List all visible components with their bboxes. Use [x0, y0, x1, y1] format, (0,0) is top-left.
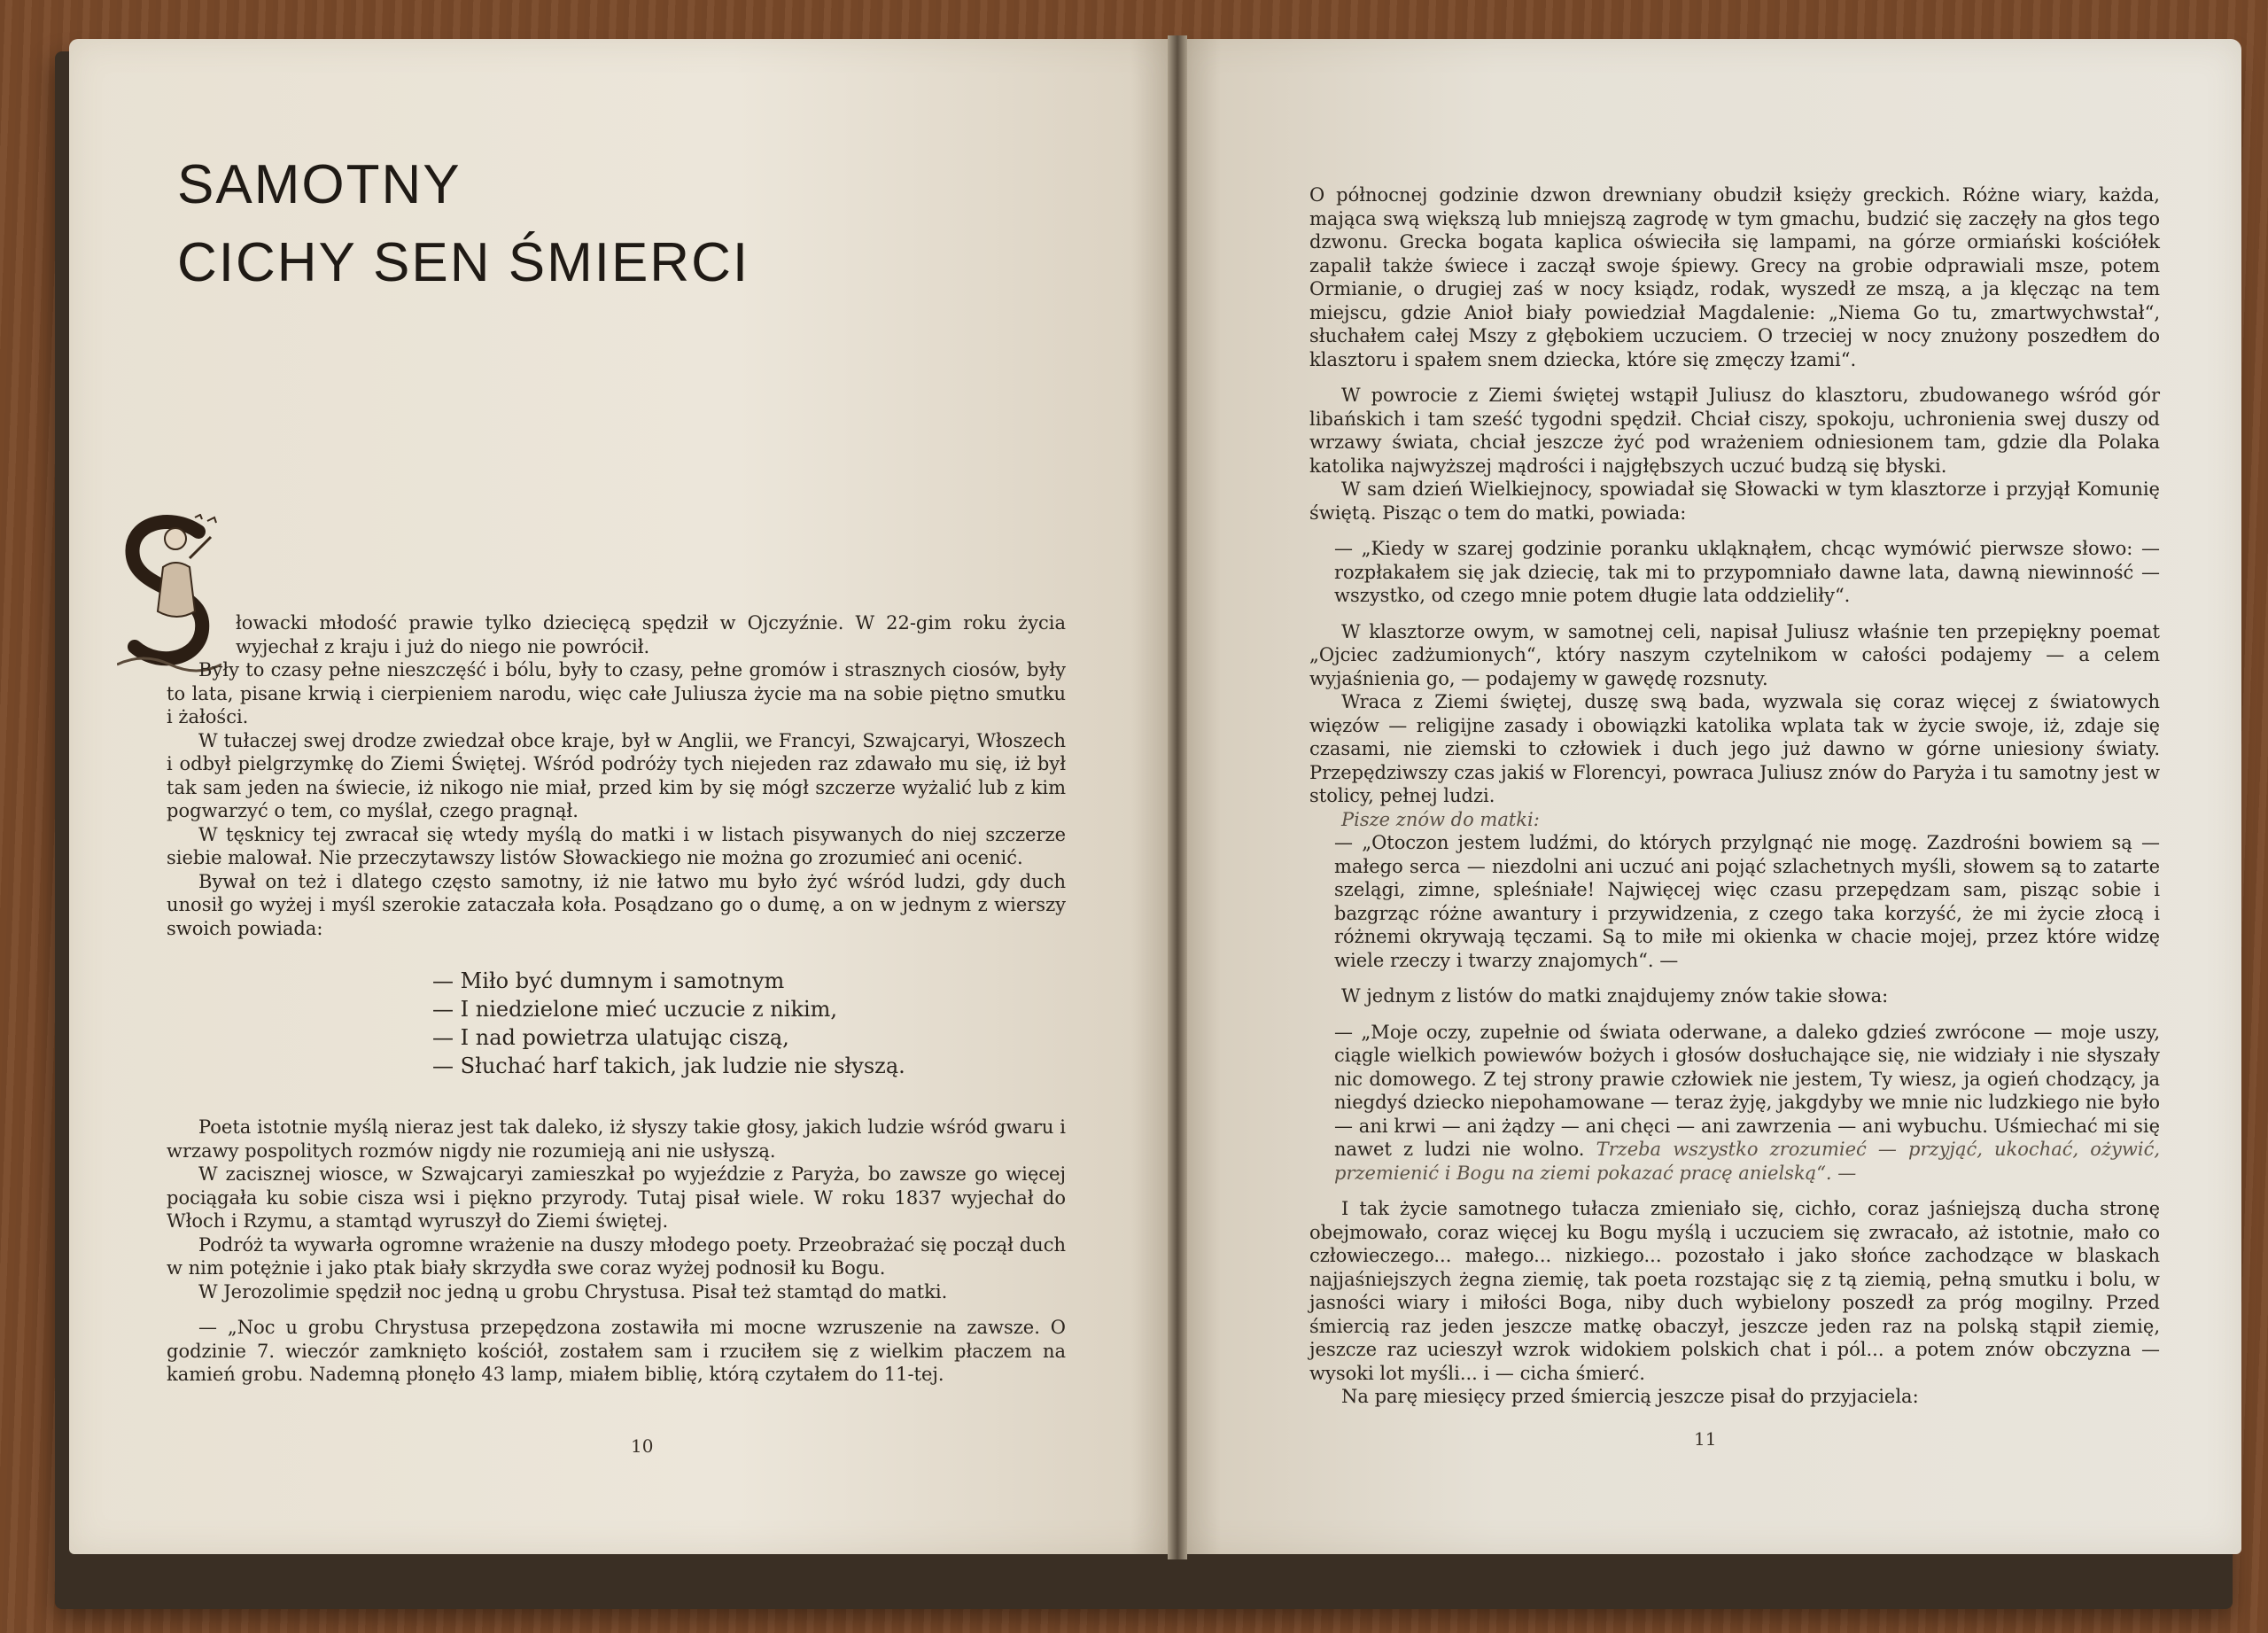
- poem-line: — I nad powietrza ulatując ciszą,: [432, 1025, 789, 1050]
- chapter-title: [177, 146, 750, 302]
- paragraph: Bywał on też i dlatego często samotny, iż nie łatwo mu było żyć wśród ludzi, gdy duch unosił go wyżej i myśl szerokie zataczała koła. Posądzano go o dumę, a on w jednym z wierszy swoich powiada:: [167, 870, 1066, 939]
- paragraph: Podróż ta wywarła ogromne wrażenie na duszy młodego poety. Przeobrażać się począł duch w nim potężnie i jako ptak biały skrzydła swe coraz wyżej podnosił ku Bogu.: [167, 1233, 1066, 1279]
- letter-quote: — „Otoczon jestem ludźmi, do których przylgnąć nie mogę. Zazdrośni bowiem są — małego serca — niezdolni ani uczuć ani pojąć szlachetnych myśli, słowem są to zatarte szelągi, zimne, spleśniałe! Najwięcej więc czasu przepędzam sam, pisząc sobie i bazgrząc różne awantury i przywidzenia, z czego taka korzyść, że mi życie złocą i różnemi okrywają tęczami. Są to miłe mi okienka w chacie mojej, przez które widzę wiele rzeczy i twarzy znajomych“. —: [1334, 832, 2160, 971]
- poem-line: — I niedzielone mieć uczucie z nikim,: [432, 997, 838, 1022]
- intro-paragraph: łowacki młodość prawie tylko dziecięcą spędził w Ojczyźnie. W 22-gim roku życia wyjechał z kraju i już do niego nie powrócił.: [236, 612, 1066, 657]
- paragraph: W jednym z listów do matki znajdujemy znów takie słowa:: [1341, 985, 1889, 1007]
- paragraph: Wraca z Ziemi świętej, duszę swą bada, wyzwala się coraz więcej z światowych więzów — religijne zasady i obowiązki katolika wplata tak w życie swoje, iż, zdaje się czasami, nie ziemski to człowiek i duch jego już dawno w górne uniesiony światy. Przepędziwszy czas jakiś w Florencyi, powraca Juliusz znów do Paryża i tu samotny jest w stolicy, pełnej ludzi.: [1309, 691, 2160, 806]
- title-line-2: CICHY SEN ŚMIERCI: [177, 232, 750, 293]
- paragraph: W tęsknicy tej zwracał się wtedy myślą do matki i w listach pisywanych do niej szczerze siebie malował. Nie przeczytawszy listów Słowackiego nie można go zrozumieć ani ocenić.: [167, 823, 1066, 868]
- page-number-right: 11: [1694, 1428, 1717, 1450]
- poem-line: — Słuchać harf takich, jak ludzie nie słyszą.: [432, 1054, 905, 1078]
- paragraph: Na parę miesięcy przed śmiercią jeszcze pisał do przyjaciela:: [1341, 1386, 1919, 1407]
- paragraph: W tułaczej swej drodze zwiedzał obce kraje, był w Anglii, we Francyi, Szwajcaryi, Włoszech i odbył pielgrzymkę do Ziemi Świętej. Wśród podróży tych niejeden raz zdawało mu się, iż był tak sam jeden na świecie, iż nikogo nie miał, przed kim by się mógł szczerze wyżalić lub z kim pogwarzyć o tem, co myślał, czego pragnął.: [167, 729, 1066, 821]
- letter-quote-text: — „Moje oczy, zupełnie od świata oderwane, a daleko gdzieś zwrócone — moje uszy, ciągle wielkich powiewów bożych i głosów dosłuchające się, nie widziały i nie słyszały nic domowego. Z tej strony prawie człowiek nie jestem, Ty wiesz, ja ogień chodzący, ja niegdyś dziecko niepohamowane — teraz żyję, jakgdyby we mnie nic ludzkiego nie było — ani krwi — ani żądzy — ani chęci — ani zawrzenia — ani wybuchu. Uśmiechać mi się nawet z ludzi nie wolno.: [1334, 1021, 2160, 1160]
- letter-quote-italic: Trzeba wszystko zrozumieć — przyjąć, ukochać, ożywić, przemienić i Bogu na ziemi pokazać pracę anielską“. —: [1334, 1139, 2161, 1184]
- paragraph-italic: Pisze znów do matki:: [1341, 808, 1540, 830]
- page-number-left: 10: [631, 1435, 654, 1457]
- title-line-1: SAMOTNY: [177, 154, 462, 215]
- paragraph: W Jerozolimie spędził noc jedną u grobu Chrystusa. Pisał też stamtąd do matki.: [198, 1280, 948, 1303]
- letter-quote: — „Kiedy w szarej godzinie poranku ukląknąłem, chcąc wymówić pierwsze słowo: — rozpłakałem się jak dziecię, tak mi to przypomniało dawne lata, dawną niewinność — wszystko, od czego mnie potem długie lata oddzieliły“.: [1334, 538, 2160, 606]
- paragraph: W zacisznej wiosce, w Szwajcaryi zamieszkał po wyjeździe z Paryża, bo zawsze go więcej pociągała ku sobie cisza wsi i piękno przyrody. Tutaj pisał wiele. W roku 1837 wyjechał do Włoch i Rzymu, a stamtąd wyruszył do Ziemi świętej.: [167, 1163, 1066, 1232]
- paragraph: I tak życie samotnego tułacza zmieniało się, cichło, coraz jaśniejszą ducha stronę obejmowało, coraz więcej ku Bogu myślą i uczuciem się zwracało, aż istotnie, mało co człowieczego... małego... nizkiego... pozostało i jako słońce zachodzące w blaskach najjaśniejszych żegna ziemię, tak poeta rozstając się z tą ziemią, pełną smutku i bolu, w jasności wiary i miłości Boga, niby duch wybielony poszedł za próg mogilny. Przed śmiercią raz jeden jeszcze matkę obaczył, jeszcze jeden raz na polską stąpił ziemię, jeszcze raz ucieszył wzrok widokiem polskich chat i pól... a potem znów obczyzna — wysoki lot myśli... i — cicha śmierć.: [1309, 1198, 2160, 1384]
- poem-excerpt: [432, 967, 1066, 1080]
- book-gutter: [1168, 35, 1187, 1559]
- paragraph: Były to czasy pełne nieszczęść i bólu, były to czasy, pełne gromów i strasznych ciosów, były to lata, pisane krwią i cierpieniem narodu, więc całe Juliusza życie ma na sobie piętno smutku i żałości.: [167, 659, 1066, 727]
- paragraph: O północnej godzinie dzwon drewniany obudził księży greckich. Różne wiary, każda, mająca swą większą lub mniejszą zagrodę w tym gmachu, budzić się zaczęły na głos tego dzwonu. Grecka bogata kaplica oświeciła się lampami, na górze ormiański kościółek zapalił także świece i zaczął swoje śpiewy. Grecy na grobie odprawiali msze, potem Ormianie, o drugiej zaś w nocy ksiądz, rodak, wyszedł ze mszą, a ja klęcząc na tem miejscu, gdzie Anioł biały powiedział Magdalenie: „Niema Go tu, zmartwychwstał“, słuchałem całej Mszy z głębokiem uczuciem. O trzeciej w nocy znużony poszedłem do klasztoru i spałem snem dziecka, które się zmęczy łzami“.: [1309, 184, 2160, 370]
- paragraph: W klasztorze owym, w samotnej celi, napisał Juliusz właśnie ten przepiękny poemat „Ojciec zadżumionych“, który naszym czytelnikom w całości podajemy — a celem wyjaśnienia go, — podajemy w gawędę rozsnuty.: [1309, 620, 2160, 689]
- right-page-body: [1309, 183, 2160, 1409]
- poem-line: — Miło być dumnym i samotnym: [432, 968, 785, 993]
- paragraph: W sam dzień Wielkiejnocy, spowiadał się Słowacki w tym klasztorze i przyjął Komunię świętą. Pisząc o tem do matki, powiada:: [1309, 478, 2160, 524]
- paragraph: W powrocie z Ziemi świętej wstąpił Juliusz do klasztoru, zbudowanego wśród gór libańskich i tam sześć tygodni spędził. Chciał ciszy, spokoju, uchronienia swej duszy od wrzawy świata, chciał jeszcze żyć pod wrażeniem odniesionem tam, gdzie dla Polaka katolika najwyższej mądrości i najgłębszych uczuć budzą się błyski.: [1309, 385, 2160, 477]
- paragraph: Poeta istotnie myślą nieraz jest tak daleko, iż słyszy takie głosy, jakich ludzie wśród gwaru i wrzawy pospolitych rozmów nigdy nie rozumieją ani nie usłyszą.: [167, 1116, 1066, 1162]
- left-page-body: [167, 611, 1066, 1387]
- letter-quote: [1309, 1021, 2160, 1186]
- letter-quote: — „Noc u grobu Chrystusa przepędzona zostawiła mi mocne wzruszenie na zawsze. O godzinie 7. wieczór zamknięto kościół, zostałem sam i rzuciłem się z wielkim płaczem na kamień grobu. Nademną płonęło 43 lamp, miałem biblię, którą czytałem do 11-tej.: [167, 1317, 1066, 1385]
